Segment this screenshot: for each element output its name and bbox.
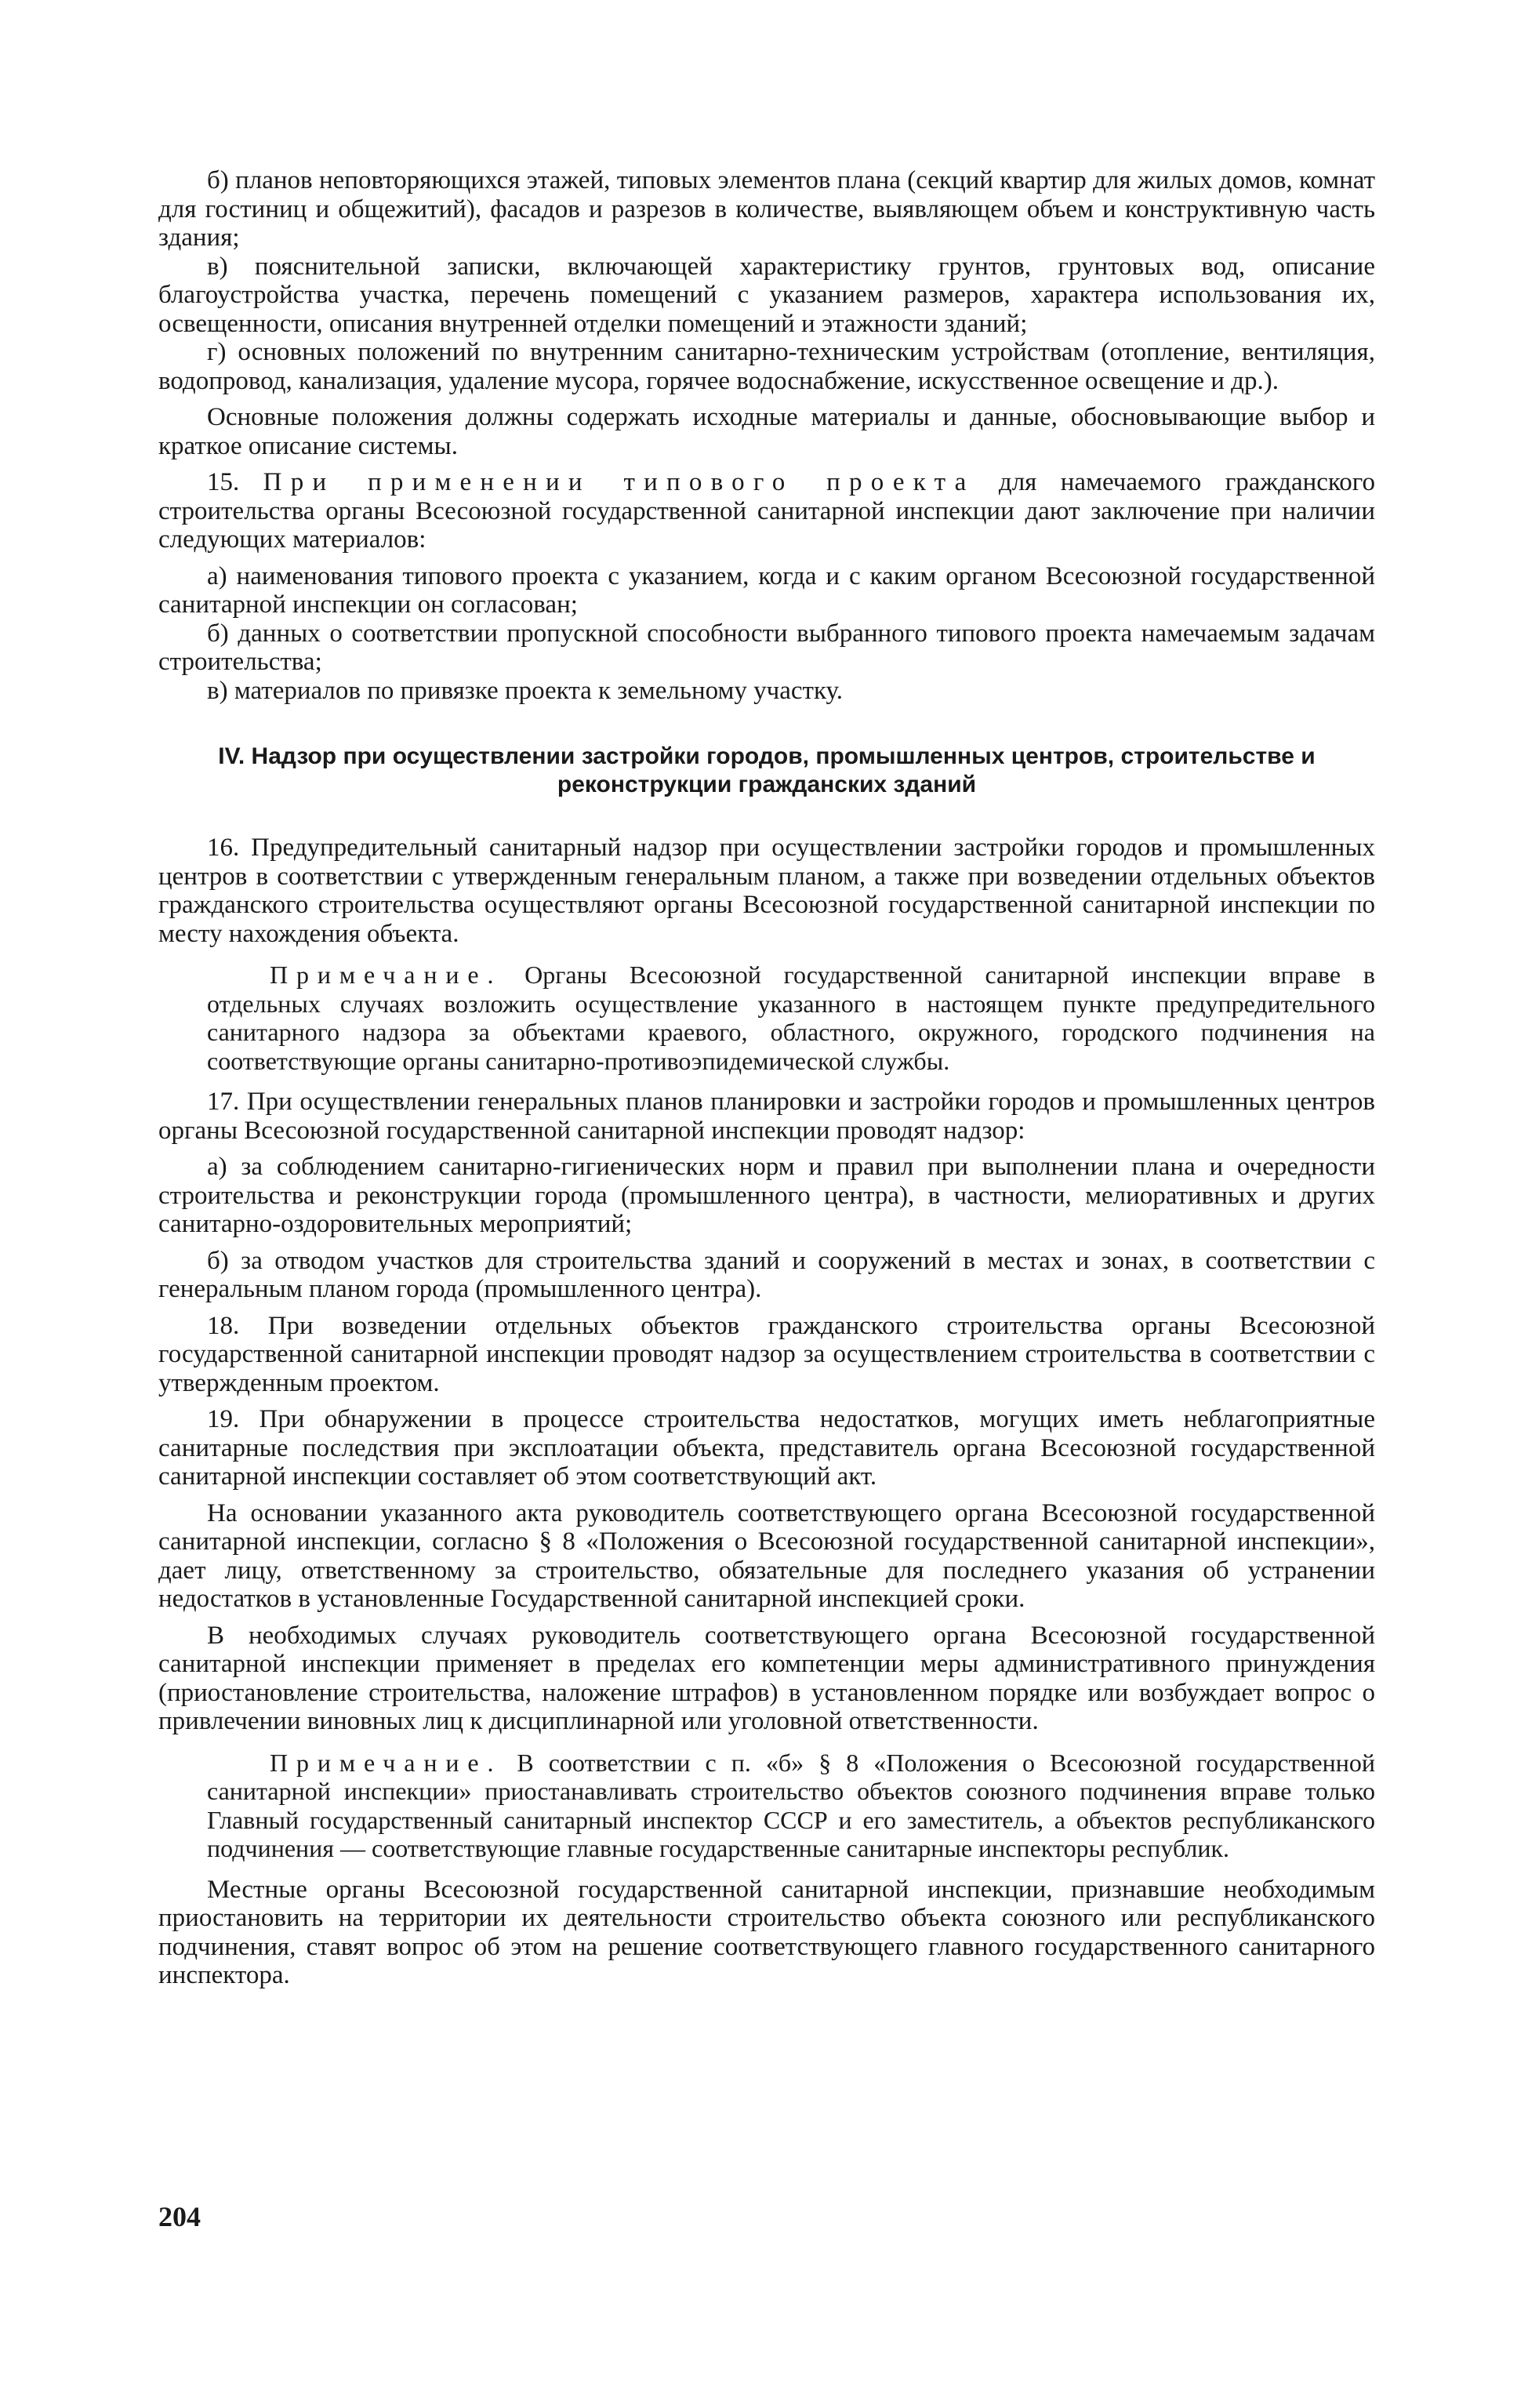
paragraph-15-number: 15. [207, 468, 263, 496]
paragraph-15-spaced-heading: При применении типового проекта [263, 468, 975, 496]
p17-item-a: а) за соблюдением санитарно-гигиенических норм и правил при выполнении плана и очередности строительства и реконструкции города (промышленного центра), в частности, мелиоративных и других санитарно-оздоровительных мероприятий; [158, 1153, 1375, 1238]
section-heading-iv: IV. Надзор при осуществлении застройки городов, промышленных центров, строительстве и реконструкции гражданских зданий [218, 743, 1316, 797]
p15-item-b: б) данных о соответствии пропускной способности выбранного типового проекта намечаемым задачам строительства; [158, 619, 1375, 676]
note-2-text: В соответствии с п. «б» § 8 «Положения о Всесоюзной государственной санитарной инспекции» приостанавливать строительство объектов союзного подчинения вправе только Главный государственный санитарный инспектор СССР и его заместитель, а объектов республиканского подчинения — соответствующие главные государственные санитарные инспекторы республик. [207, 1748, 1375, 1862]
paragraph-15-text: для намечаемого гражданского строительства органы Всесоюзной государственной санитарной инспекции дают заключение при наличии следующих материалов: [158, 468, 1375, 554]
note-1-text: Органы Всесоюзной государственной санитарной инспекции вправе в отдельных случаях возложить осуществление указанного в настоящем пункте предупредительного санитарного надзора за объектами краевого, областного, окружного, городского подчинения на соответствующие органы санитарно-противоэпидемической службы. [207, 961, 1375, 1075]
item-b-plans: б) планов неповторяющихся этажей, типовых элементов плана (секций квартир для жилых домов, комнат для гостиниц и общежитий), фасадов и разрезов в количестве, выявляющем объем и конструктивную часть здания; [158, 166, 1375, 252]
note-2 [207, 1749, 1375, 1863]
paragraph-19: 19. При обнаружении в процессе строительства недостатков, могущих иметь неблагоприятные санитарные последствия при эксплоатации объекта, представитель органа Всесоюзной государственной санитарной инспекции составляет об этом соответствующий акт. [158, 1405, 1375, 1491]
note-2-label: Примечание. [270, 1748, 503, 1777]
page-number: 204 [158, 2201, 201, 2232]
paragraph-16: 16. Предупредительный санитарный надзор при осуществлении застройки городов и промышленных центров в соответствии с утвержденным генеральным планом, а также при возведении отдельных объектов гражданского строительства осуществляют органы Всесоюзной государственной санитарной инспекции по месту нахождения объекта. [158, 834, 1375, 948]
paragraph-main-provisions: Основные положения должны содержать исходные материалы и данные, обосновывающие выбор и краткое описание системы. [158, 403, 1375, 460]
note-1 [207, 961, 1375, 1075]
item-g-main-provisions: г) основных положений по внутренним санитарно-техническим устройствам (отопление, вентиляция, водопровод, канализация, удаление мусора, горячее водоснабжение, искусственное освещение и др.). [158, 338, 1375, 395]
paragraph-18: 18. При возведении отдельных объектов гражданского строительства органы Всесоюзной государственной санитарной инспекции проводят надзор за осуществлением строительства в соответствии с утвержденным проектом. [158, 1311, 1375, 1397]
note-1-label: Примечание. [270, 961, 503, 989]
paragraph-15 [158, 468, 1375, 554]
paragraph-17: 17. При осуществлении генеральных планов планировки и застройки городов и промышленных центров органы Всесоюзной государственной санитарной инспекции проводят надзор: [158, 1088, 1375, 1145]
paragraph-19-b: На основании указанного акта руководитель соответствующего органа Всесоюзной государственной санитарной инспекции, согласно § 8 «Положения о Всесоюзной государственной санитарной инспекции», дает лицу, ответственному за строительство, обязательные для последнего указания об устранении недостатков в установленные Государственной санитарной инспекцией сроки. [158, 1498, 1375, 1613]
paragraph-19-c: В необходимых случаях руководитель соответствующего органа Всесоюзной государственной санитарной инспекции применяет в пределах его компетенции меры административного принуждения (приостановление строительства, наложение штрафов) в установленном порядке или возбуждает вопрос о привлечении виновных лиц к дисциплинарной или уголовной ответственности. [158, 1621, 1375, 1735]
document-page [158, 166, 1375, 1990]
paragraph-local-organs: Местные органы Всесоюзной государственной санитарной инспекции, признавшие необходимым приостановить на территории их деятельности строительство объекта союзного или республиканского подчинения, ставят вопрос об этом на решение соответствующего главного государственного санитарного инспектора. [158, 1875, 1375, 1989]
p15-item-v: в) материалов по привязке проекта к земельному участку. [207, 676, 843, 705]
item-v-explanatory-note: в) пояснительной записки, включающей характеристику грунтов, грунтовых вод, описание благоустройства участка, перечень помещений с указанием размеров, характера использования их, освещенности, описания внутренней отделки помещений и этажности зданий; [158, 252, 1375, 338]
p17-item-b: б) за отводом участков для строительства зданий и сооружений в местах и зонах, в соответствии с генеральным планом города (промышленного центра). [158, 1246, 1375, 1303]
p15-item-a: а) наименования типового проекта с указанием, когда и с каким органом Всесоюзной государственной санитарной инспекции он согласован; [158, 561, 1375, 619]
